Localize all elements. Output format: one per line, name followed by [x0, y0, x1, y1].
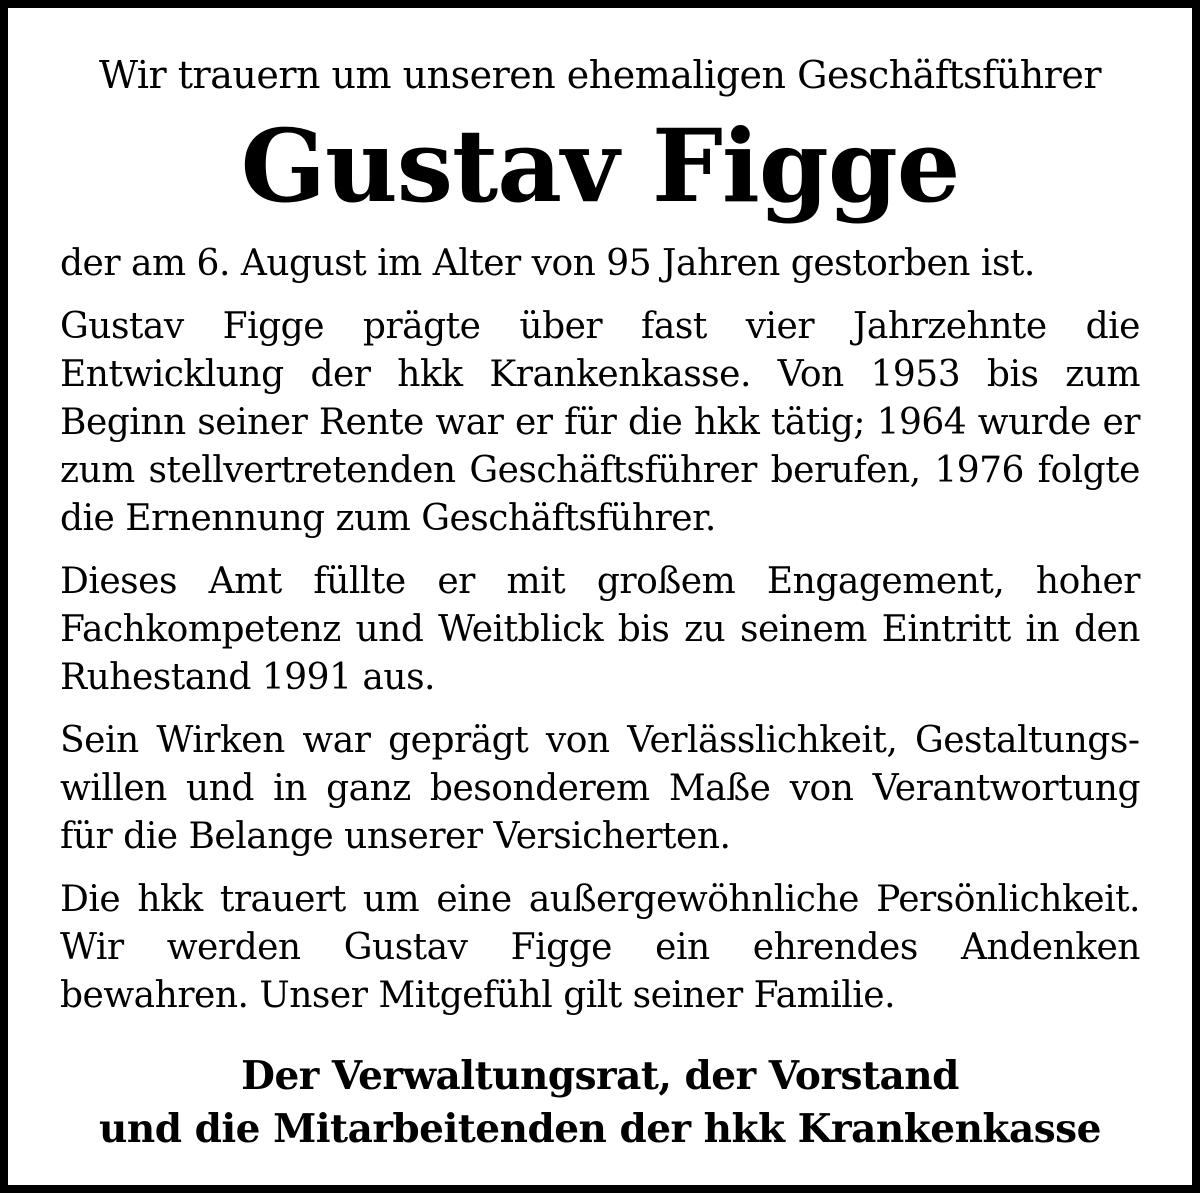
paragraph-character: Sein Wirken war geprägt von Verlässlichkeit, Gestaltungswillen und in ganz besonderem Maße von Verantwortung für die Belange unserer Versicherten.	[60, 719, 1140, 857]
signature-block	[60, 1050, 1140, 1156]
paragraph-career-history: Gustav Figge prägte über fast vier Jahrzehnte die Entwicklung der hkk Krankenkasse. Von 1953 bis zum Beginn seiner Rente war er für die hkk tätig; 1964 wurde er zum stellvertretenden Geschäftsführer berufen, 1976 folgte die Ernennung zum Geschäftsführer.	[60, 305, 1140, 539]
paragraph-tenure: Dieses Amt füllte er mit großem Engagement, hoher Fachkompetenz und Weitblick bis zu seinem Eintritt in den Ruhestand 1991 aus.	[60, 560, 1140, 698]
paragraph-death-date: der am 6. August im Alter von 95 Jahren gestorben ist.	[60, 242, 1035, 284]
signature-line-2: und die Mitarbeitenden der hkk Krankenkasse	[99, 1105, 1101, 1152]
intro-line: Wir trauern um unseren ehemaligen Geschäftsführer	[98, 53, 1102, 97]
signature-line-1: Der Verwaltungsrat, der Vorstand	[241, 1052, 959, 1099]
deceased-name: Gustav Figge	[240, 106, 960, 225]
paragraph-condolence: Die hkk trauert um eine außergewöhnliche Persönlichkeit. Wir werden Gustav Figge ein ehrendes Andenken bewahren. Unser Mitgefühl gilt seiner Familie.	[60, 878, 1140, 1016]
